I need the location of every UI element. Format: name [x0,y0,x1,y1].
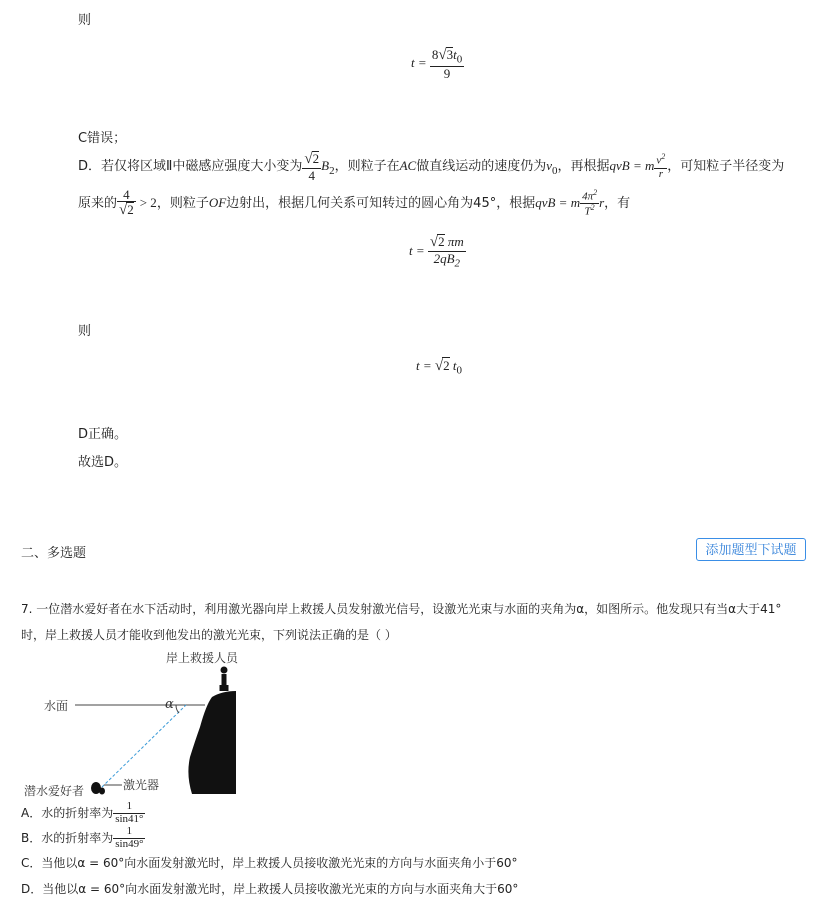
e-eq-den: T [584,205,591,218]
formula-t1-rad: 3 [446,47,454,62]
d-eq1-den: r [658,167,663,180]
label-rescuer: 岸上救援人员 [166,651,239,665]
option-b-den: sin49° [115,838,144,850]
e-eq-lhs: qvB = m [535,195,581,210]
d-v0: v [546,158,553,174]
solution-text-ze-2: 则 [78,324,92,339]
d-eq1-num: v [656,154,662,167]
line-d-part5: ，可知粒子半径变为 [667,159,785,175]
formula-t1: t = $\frac{8√3t_0}{9}$ [411,47,463,82]
label-laser: 激光器 [123,778,160,792]
d-B2-sub: 2 [329,164,335,177]
line-d-part2: ，则粒子在 [334,159,400,175]
question-stem-line1: 7. 一位潜水爱好者在水下活动时，利用激光器向岸上救援人员发射激光信号，设激光光束与水面的夹角为α，如图所示。他发现只有当α大于41° [21,602,782,616]
rescuer-figure [220,667,229,692]
formula-t3: t = √2 $t_0$ [416,358,462,377]
formula-t1-var: t [453,47,457,62]
line-e-part4: ，有 [604,196,631,211]
formula-t3-lhs: t = [416,358,432,373]
option-b-num: 1 [113,826,145,839]
e-frac-num: 4 [117,188,136,203]
solution-line-e: 原来的 $\frac{4}{√2}$ > 2，则粒子OF边射出，根据几何关系可知转过的圆心角为45°，根据qvB = m $\frac{4\pi^2}{T^2}$ r，有 [78,186,631,219]
formula-t1-lhs: t = [411,54,427,70]
option-a-num: 1 [113,801,145,814]
formula-t1-coef: 8 [431,47,439,62]
formula-t2-rad: 2 [438,234,445,249]
option-c[interactable]: C．当他以α = 60°向水面发射激光时，岸上救援人员接收激光光束的方向与水面夹角小于60° [21,856,518,870]
label-alpha: α [165,697,174,712]
formula-t3-rad: 2 [443,358,450,373]
d-eq1-num-sup: 2 [661,152,666,162]
formula-t2-den: 2qB [433,250,455,266]
solution-text-ze-1: 则 [78,13,92,28]
solution-d-correct: D正确。 [78,427,128,442]
e-frac-den: 2 [127,202,134,218]
formula-t2-lhs: t = [409,242,425,258]
line-e-part2: ，则粒子 [156,196,209,211]
d-v0-sub: 0 [552,164,558,177]
option-b-prefix: B．水的折射率为 [21,831,114,845]
d-frac-den: 4 [308,167,316,183]
line-d-part3: 做直线运动的速度仍为 [416,159,547,175]
option-a-prefix: A．水的折射率为 [21,806,114,820]
option-a[interactable] [21,801,145,825]
option-b[interactable] [21,826,145,850]
formula-t2-den-sub: 2 [454,257,461,270]
line-e-part3: 边射出，根据几何关系可知转过的圆心角为45°，根据 [226,196,536,211]
label-water: 水面 [44,699,69,713]
diver-figure [91,782,105,795]
label-diver: 潜水爱好者 [24,784,85,798]
formula-t2: t = $\frac{√2 \pi m}{2qB_2}$ [409,234,464,270]
formula-t3-var: t [452,358,457,373]
formula-t1-den: 9 [443,66,451,82]
d-frac-num: 2 [312,151,320,166]
line-e-part1: 原来的 [78,196,118,211]
option-d[interactable]: D．当他以α = 60°向水面发射激光时，岸上救援人员接收激光光束的方向与水面夹角大于60° [21,882,519,896]
formula-t3-sub: 0 [456,364,462,377]
e-eq-num: 4π [582,190,594,203]
e-eq-num-sup: 2 [593,187,598,197]
section-title: 二、多选题 [21,546,87,561]
line-d-part1: D．若仅将区域Ⅱ中磁感应强度大小变为 [78,159,303,175]
cliff-shape [188,691,236,794]
line-d-part4: ，再根据 [557,159,610,175]
e-eq-den-sup: 2 [590,203,595,212]
formula-t2-num-rest: πm [447,234,464,249]
solution-line-d: D．若仅将区域Ⅱ中磁感应强度大小变为 $\frac{√2}{4}$ $B_2$，则粒子在AC做直线运动的速度仍为$v_0$，再根据qvB = m $\frac{v^2}{r}$ ，可知粒子半径变为 [78,151,785,183]
e-OF: OF [208,195,227,210]
d-eq1-lhs: qvB = m [609,158,655,174]
option-a-den: sin41° [115,813,144,825]
formula-t1-sub: 0 [456,53,463,66]
solution-answer: 故选D。 [78,455,128,470]
angle-arc [176,705,179,713]
d-AC: AC [399,158,417,174]
solution-text-c: C错误； [78,131,127,146]
laser-beam [102,705,186,787]
e-gt: > 2 [139,195,157,210]
question-stem-line2: 时，岸上救援人员才能收到他发出的激光光束，下列说法正确的是（ ） [21,628,397,642]
d-B2: B [321,158,330,174]
e-eq-r: r [599,195,605,210]
question-figure [0,645,260,800]
add-question-button[interactable]: 添加题型下试题 [696,538,806,561]
